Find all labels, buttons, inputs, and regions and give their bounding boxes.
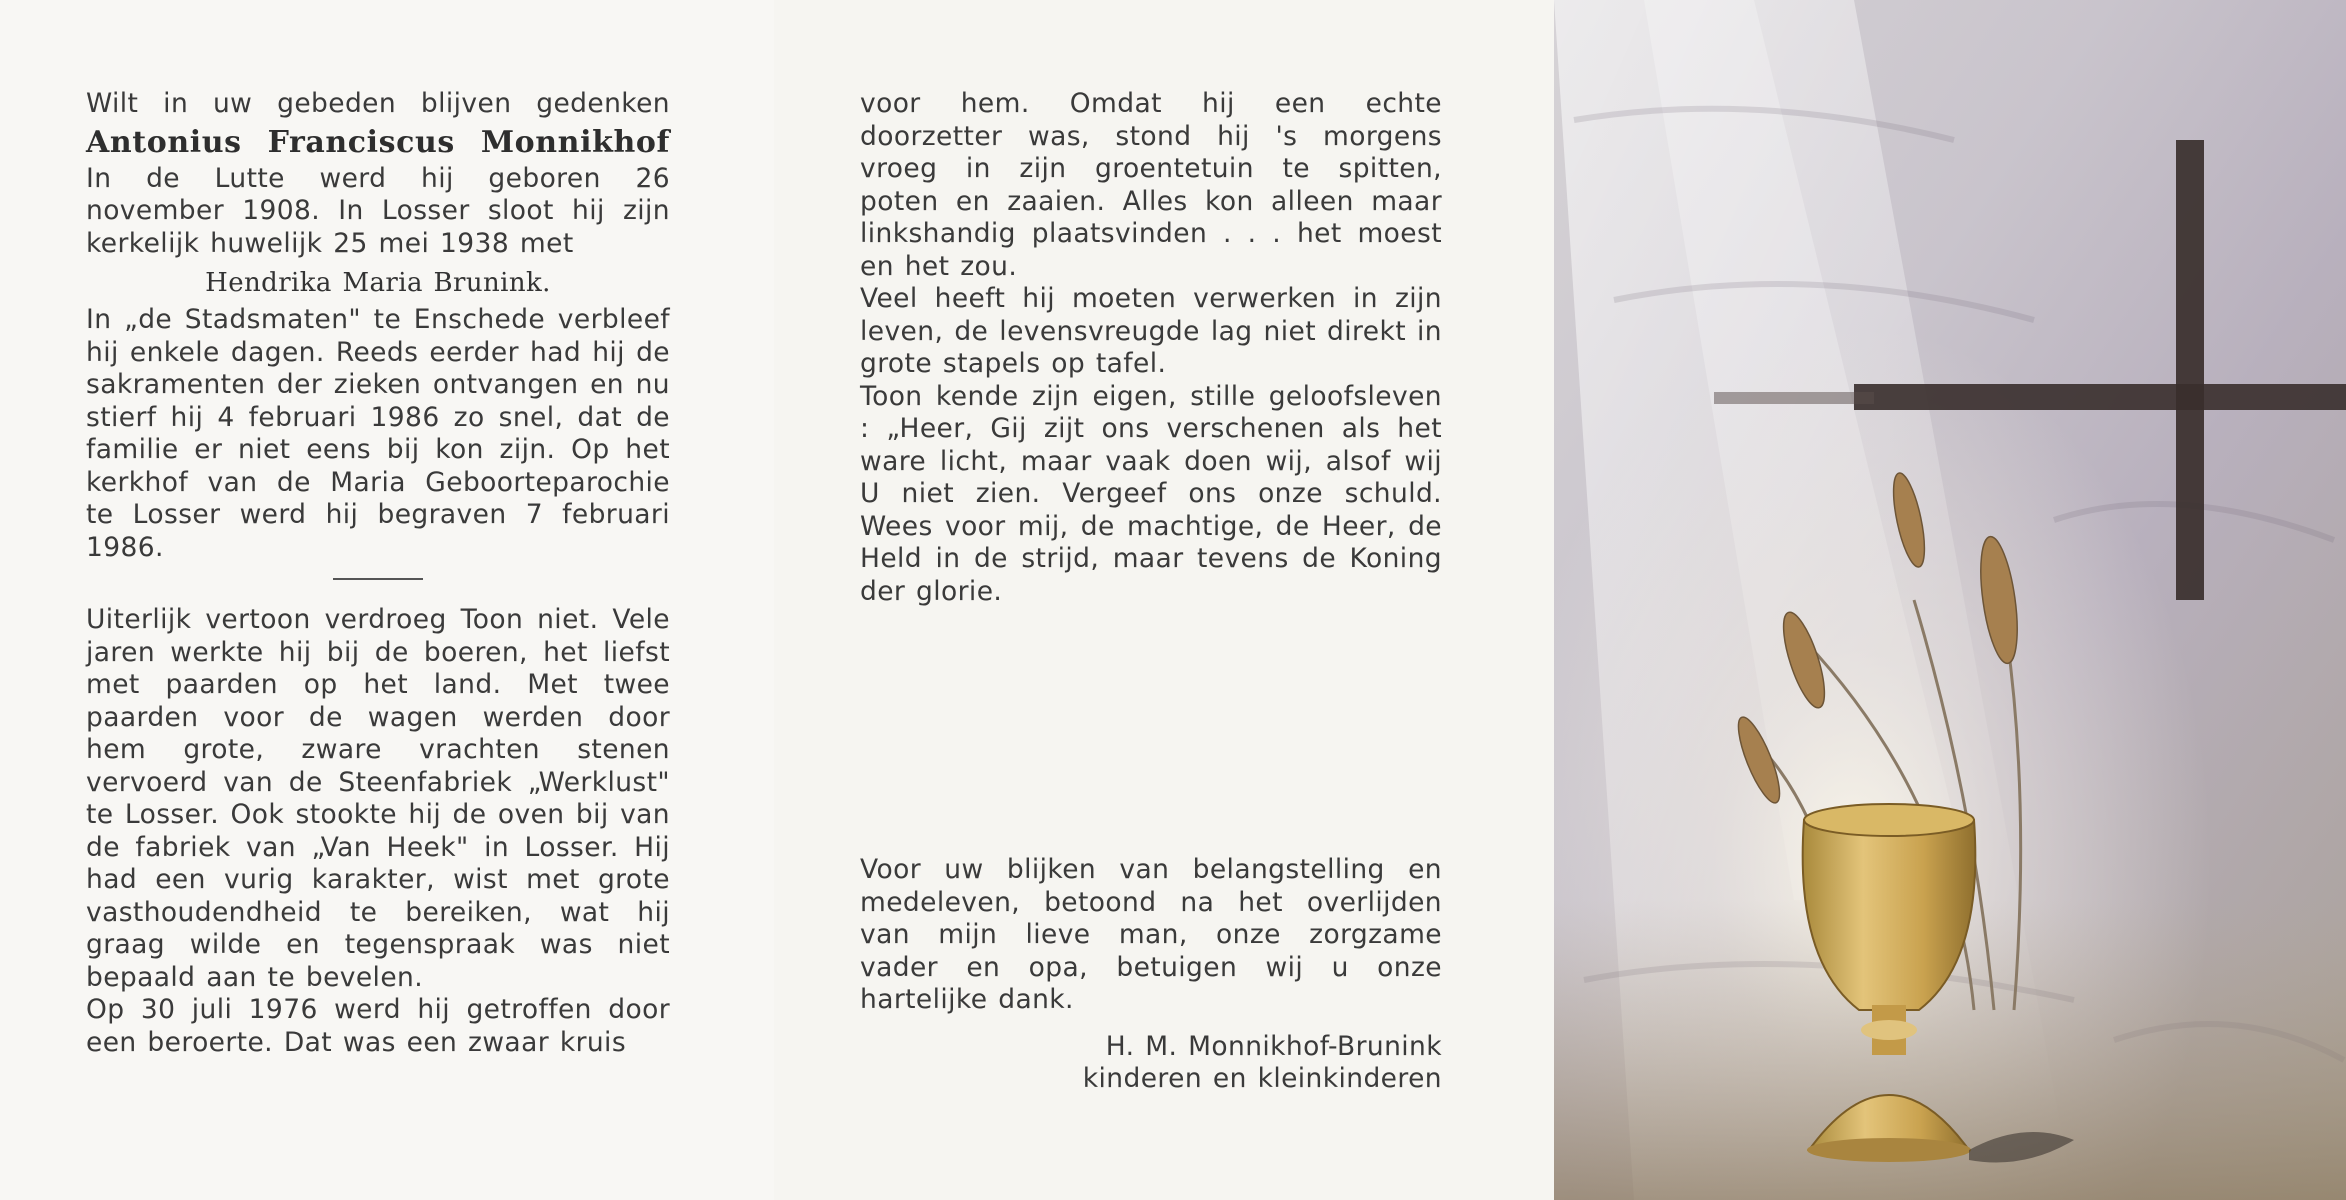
death-paragraph: In „de Stadsmaten" te Enschede verbleef hij enkele dagen. Reeds eerder had hij de sakramenten der zieken ontvangen en nu stierf hij 4 februari 1986 zo snel, dat de familie er niet eens bij kon zijn. Op het kerkhof van de Maria Geboorteparochie te Losser werd hij begraven 7 februari 1986. [86,304,670,563]
birth-marriage-paragraph: In de Lutte werd hij geboren 26 november 1908. In Losser sloot hij zijn kerkelijk huwelijk 25 mei 1938 met [86,162,670,259]
signature-name: H. M. Monnikhof-Brunink [1105,1030,1442,1062]
middle-column [860,88,1442,1096]
signature-family: kinderen en kleinkinderen [1082,1063,1442,1094]
faith-paragraph: Toon kende zijn eigen, stille geloofsleven : „Heer, Gij zijt ons verschenen als het ware licht, maar vaak doen wij, alsof wij U niet zien. Vergeef ons onze schuld. Wees voor mij, de machtige, de Heer, de Held in de strijd, maar tevens de Koning der glorie. [860,380,1442,607]
hardship-paragraph: Veel heeft hij moeten verwerken in zijn leven, de levensvreugde lag niet direkt in grote stapels op tafel. [860,283,1442,379]
left-column [86,88,670,1059]
cross-chalice-wheat-icon [1554,0,2346,1200]
continuation-paragraph: voor hem. Omdat hij een echte doorzetter was, stond hij 's morgens vroeg in zijn groentetuin te spitten, poten en zaaien. Alles kon alleen maar linkshandig plaatsvinden . . . het moest en het zou. [860,88,1442,282]
spouse-name: Hendrika Maria Brunink. [205,268,551,298]
thanks-paragraph: Voor uw blijken van belangstelling en medeleven, betoond na het overlijden van mijn lieve man, onze zorgzame vader en opa, betuigen wij u onze hartelijke dank. [860,854,1442,1015]
life-paragraph: Uiterlijk vertoon verdroeg Toon niet. Vele jaren werkte hij bij de boeren, het liefst met paarden op het land. Met twee paarden voor de wagen werden door hem grote, zware vrachten stenen vervoerd van de Steenfabriek „Werklust" te Losser. Ook stookte hij de oven bij van de fabriek van „Van Heek" in Losser. Hij had een vurig karakter, wist met grote vasthoudendheid te bereiken, wat hij graag wilde en tegenspraak was niet bepaald aan te bevelen. [86,604,670,993]
stroke-paragraph: Op 30 juli 1976 werd hij getroffen door een beroerte. Dat was een zwaar kruis [86,994,670,1058]
divider-rule [333,578,423,580]
signature-block [860,1031,1442,1096]
intro-line: Wilt in uw gebeden blijven gedenken [86,88,670,119]
illustration-panel [1554,0,2346,1200]
deceased-name: Antonius Franciscus Monnikhof [86,124,670,160]
